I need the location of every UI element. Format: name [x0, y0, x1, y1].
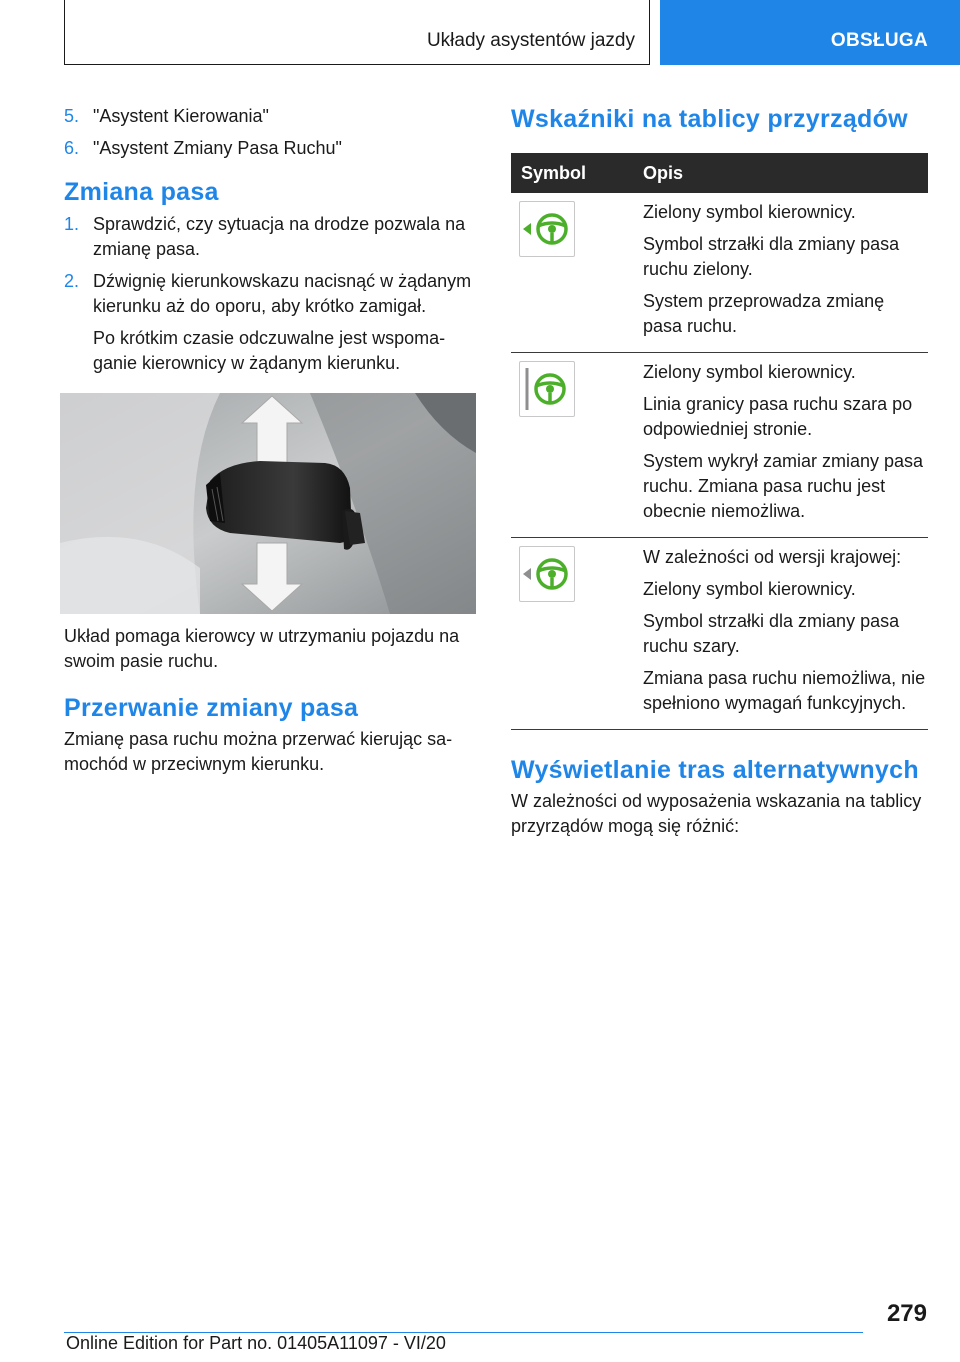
step-text: Dźwignię kierunkowskazu nacisnąć w żądanym kierunku aż do oporu, aby krótko zamigał.	[93, 271, 472, 316]
table-row	[511, 538, 928, 730]
interrupt-heading: Przerwanie zmiany pasa	[64, 694, 359, 722]
symbol-cell	[511, 353, 633, 538]
description-line: W zależności od wersji krajowej:	[643, 547, 902, 567]
list-number: 6.	[64, 138, 80, 158]
step-item	[64, 269, 480, 376]
description-line: Symbol strzałki dla zmiany pasa ruchu zielony.	[643, 234, 900, 279]
right-column	[511, 104, 928, 839]
header-section-label: OBSŁUGA	[830, 30, 928, 51]
lane-keeping-description: Układ pomaga kierowcy w utrzymaniu pojazdu na swoim pasie ruchu.	[64, 626, 460, 671]
assistant-list	[64, 104, 480, 161]
description-line: Symbol strzałki dla zmiany pasa ruchu szary.	[643, 611, 900, 656]
description-line: Linia granicy pasa ruchu szara po odpowiedniej stronie.	[643, 394, 913, 439]
description-cell	[633, 538, 928, 730]
description-line: System wykrył zamiar zmiany pasa ruchu. Zmiana pasa ruchu jest obecnie niemożliwa.	[643, 451, 924, 521]
description-line: Zielony symbol kierownicy.	[643, 202, 856, 222]
left-column	[64, 104, 480, 777]
table-header-row	[511, 153, 928, 193]
header-chapter-box	[64, 0, 650, 65]
indicators-heading: Wskaźniki na tablicy przyrządów	[511, 105, 908, 133]
turn-signal-lever-illustration	[60, 393, 476, 614]
header-section-tab[interactable]	[660, 0, 960, 65]
lever-illustration-graphic	[60, 393, 476, 614]
table-row	[511, 353, 928, 538]
step-item	[64, 212, 480, 262]
description-line: Zielony symbol kierownicy.	[643, 579, 856, 599]
col-symbol-header: Symbol	[511, 153, 633, 193]
interrupt-text: Zmianę pasa ruchu można przerwać kierując samochód w przeciwnym kierunku.	[64, 729, 453, 774]
col-description-header: Opis	[633, 153, 928, 193]
list-text: "Asystent Zmiany Pasa Ruchu"	[93, 138, 342, 158]
routes-text: W zależności od wyposażenia wskazania na tablicy przyrządów mogą się różnić:	[511, 791, 922, 836]
description-line: Zielony symbol kierownicy.	[643, 362, 856, 382]
steering-wheel-arrow-green-icon	[519, 201, 575, 257]
description-cell	[633, 193, 928, 353]
lane-change-steps	[64, 212, 480, 376]
footer-edition: Online Edition for Part no. 01405A11097 - VI/20	[66, 1333, 446, 1353]
list-text: "Asystent Kierowania"	[93, 106, 269, 126]
steering-wheel-lane-gray-icon	[519, 361, 575, 417]
routes-heading: Wyświetlanie tras alternatywnych	[511, 756, 919, 784]
step-subtext: Po krótkim czasie odczuwalne jest wspomaganie kierownicy w żądanym kierunku.	[93, 328, 446, 373]
step-text: Sprawdzić, czy sytuacja na drodze pozwala na zmianę pasa.	[93, 214, 466, 259]
symbol-cell	[511, 193, 633, 353]
symbol-cell	[511, 538, 633, 730]
description-line: System przeprowadza zmianę pasa ruchu.	[643, 291, 885, 336]
list-item	[64, 104, 480, 129]
lane-change-heading: Zmiana pasa	[64, 178, 219, 206]
step-number: 2.	[64, 271, 80, 291]
list-number: 5.	[64, 106, 80, 126]
header-chapter-title: Układy asystentów jazdy	[426, 30, 635, 51]
description-cell	[633, 353, 928, 538]
page-number: 279	[886, 1300, 927, 1327]
list-item	[64, 136, 480, 161]
steering-wheel-arrow-gray-icon	[519, 546, 575, 602]
step-number: 1.	[64, 214, 80, 234]
indicator-table	[511, 153, 928, 730]
table-row	[511, 193, 928, 353]
description-line: Zmiana pasa ruchu niemożliwa, nie spełniono wymagań funkcyjnych.	[643, 668, 926, 713]
